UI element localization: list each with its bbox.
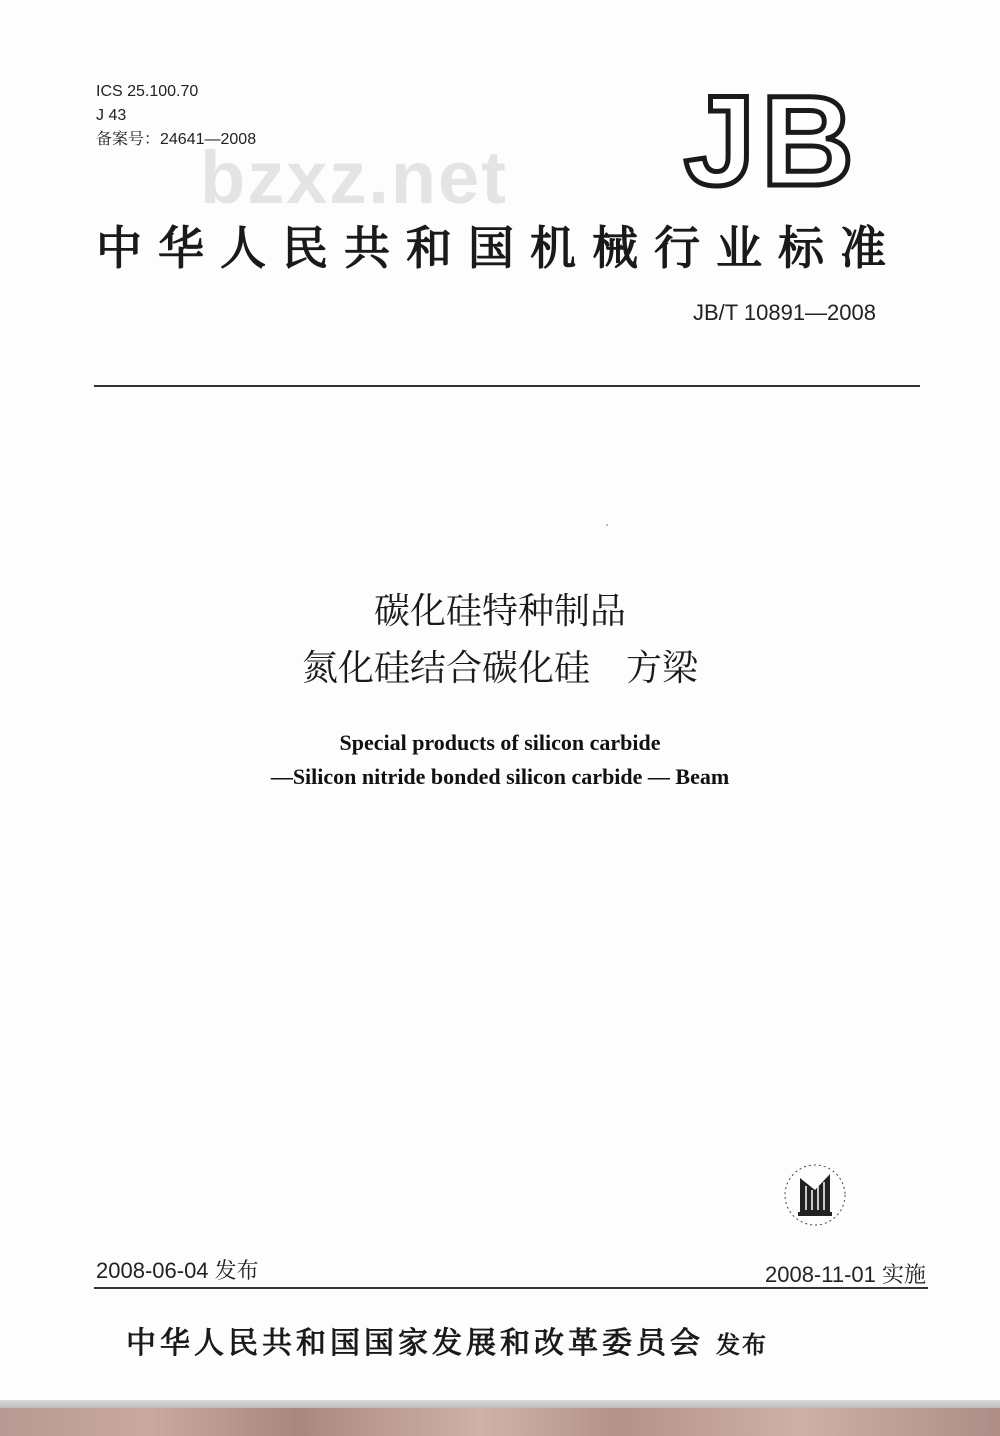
publisher-name: 中华人民共和国国家发展和改革委员会 xyxy=(126,1326,704,1361)
title-cn-line1: 碳化硅特种制品 xyxy=(373,591,626,632)
title-en-line1: Special products of silicon carbide xyxy=(339,730,661,755)
standard-code: JB/T 10891—2008 xyxy=(692,300,876,325)
title-en-line2: —Silicon nitride bonded silicon carbide — Beam xyxy=(270,764,730,789)
bottom-divider xyxy=(94,1287,928,1289)
jb-logo: JB xyxy=(684,70,860,213)
header-title: 中华人民共和国机械行业标准 xyxy=(96,221,902,275)
issue-date: 2008-06-04 发布 xyxy=(96,1258,259,1283)
watermark: bzxz.net xyxy=(200,136,508,219)
implementation-date: 2008-11-01 实施 xyxy=(764,1262,926,1287)
publisher-suffix: 发布 xyxy=(716,1331,768,1359)
publisher-emblem-icon xyxy=(770,1160,860,1230)
record-number: 备案号：24641—2008 xyxy=(96,131,257,148)
background-strip xyxy=(0,1400,1000,1436)
scan-speck xyxy=(606,524,608,526)
publisher xyxy=(126,1318,768,1362)
classification-code: J 43 xyxy=(96,107,127,124)
ics-code: ICS 25.100.70 xyxy=(96,83,199,100)
title-cn-line2: 氮化硅结合碳化硅 方梁 xyxy=(301,648,698,689)
top-divider xyxy=(94,385,920,387)
